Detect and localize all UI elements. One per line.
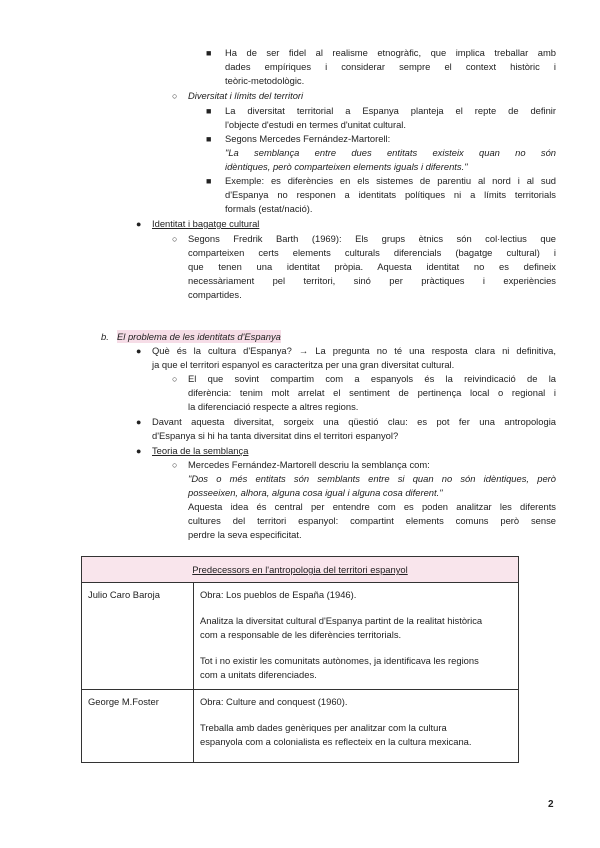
q3-sub-label: Mercedes Fernández-Martorell descriu la semblança com: <box>188 459 430 470</box>
q1-sub-line-2: diferència: tenim molt arrelat el sentiment de pertinença local o regional i <box>188 387 556 398</box>
work-cell <box>194 583 519 690</box>
work-desc-line: com a responsable de les diferències territorials. <box>200 628 402 640</box>
work-title: Obra: Los pueblos de España (1946). <box>200 589 357 600</box>
dot-bullet-icon: ● <box>136 446 142 456</box>
diversitat-item2-label: Segons Mercedes Fernández-Martorell: <box>225 133 391 144</box>
diversitat-item3-line-3: formals (estat/nació). <box>225 203 313 214</box>
q2-line-1: Davant aquesta diversitat, sorgeix una qüestió clau: es pot fer una antropologia <box>152 416 556 427</box>
diversitat-item1-line-2: l'objecte d'estudi en termes d'unitat cultural. <box>225 119 406 130</box>
diversitat-item3-line-2: d'Espanya no responen a identitats polítiques ni a límits territorials <box>225 189 556 200</box>
square-bullet-icon: ■ <box>206 134 212 144</box>
predecessors-table <box>81 556 519 763</box>
q3-expl-3: perdre la seva especificitat. <box>188 529 302 540</box>
table-row <box>82 690 519 763</box>
table-header-cell <box>82 557 519 583</box>
diversitat-item2-quote-1: "La semblança entre dues entitats existeix quan no són <box>225 147 556 158</box>
realism-line-2: dades empíriques i considerar sempre el context històric i <box>225 61 556 72</box>
author-cell <box>82 583 194 690</box>
identitat-line-2: comparteixen certs elements culturals diferencials (bagatge cultural) i <box>188 247 556 258</box>
q3-expl-1: Aquesta idea és central per entendre com es poden analitzar les diferents <box>188 501 556 512</box>
dot-bullet-icon: ● <box>136 346 142 356</box>
dot-bullet-icon: ● <box>136 417 142 427</box>
realism-line-3: teòric-metodològic. <box>225 75 305 86</box>
table-row <box>82 583 519 690</box>
realism-line-1: Ha de ser fidel al realisme etnogràfic, que implica treballar amb <box>225 47 556 58</box>
identitat-line-5: compartides. <box>188 289 242 300</box>
author-cell <box>82 690 194 763</box>
diversitat-item2-quote-2: idèntiques, però comparteixen elements iguals i diferents." <box>225 161 468 172</box>
circle-bullet-icon: ○ <box>172 460 178 470</box>
dot-bullet-icon: ● <box>136 219 142 229</box>
page-number: 2 <box>548 799 554 810</box>
work-title: Obra: Culture and conquest (1960). <box>200 696 348 708</box>
work-desc-line: Treballa amb dades genèriques per analitzar com la cultura <box>200 722 447 734</box>
q3-quote-1: "Dos o més entitats són semblants entre si quan no són idèntiques, però <box>188 473 556 484</box>
identitat-line-1: Segons Fredrik Barth (1969): Els grups ètnics són col·lectius que <box>188 233 556 244</box>
author-name: Julio Caro Baroja <box>88 589 160 600</box>
section-b-title: El problema de les identitats d'Espanya <box>117 331 281 342</box>
q1-sub-line-1: El que sovint compartim com a espanyols és la reivindicació de la <box>188 373 556 384</box>
identitat-line-3: que tenen una identitat pròpia. Aquesta identitat no es defineix <box>188 261 556 272</box>
circle-bullet-icon: ○ <box>172 91 178 101</box>
square-bullet-icon: ■ <box>206 48 212 58</box>
identitat-line-4: necessàriament pel territori, sinó per pràctiques i experiències <box>188 275 556 286</box>
work-desc-line: Analitza la diversitat cultural d'Espanya partint de la realitat històrica <box>200 615 483 627</box>
table-header: Predecessors en l'antropologia del territori espanyol <box>192 564 408 575</box>
square-bullet-icon: ■ <box>206 176 212 186</box>
diversitat-item3-line-1: Exemple: es diferències en els sistemes de parentiu al nord i al sud <box>225 175 556 186</box>
diversitat-title: Diversitat i límits del territori <box>188 90 304 101</box>
author-name: George M.Foster <box>88 696 159 708</box>
q3-quote-2: posseeixen, alhora, alguna cosa igual i alguna cosa diferent." <box>188 487 443 498</box>
q2-line-2: d'Espanya si hi ha tanta diversitat dins el territori espanyol? <box>152 430 399 441</box>
q1-line-2: ja que el territori espanyol es caracteritza per una gran diversitat cultural. <box>152 359 455 370</box>
circle-bullet-icon: ○ <box>172 234 178 244</box>
q1-line-1: Què és la cultura d'Espanya? → La pregunta no té una resposta clara ni definitiva, <box>152 345 556 356</box>
work-desc-line: com a unitats diferenciades. <box>200 668 317 680</box>
section-b-letter: b. <box>101 331 109 342</box>
circle-bullet-icon: ○ <box>172 374 178 384</box>
work-cell <box>194 690 519 763</box>
work-desc-line: Tot i no existir les comunitats autònomes, ja identificava les regions <box>200 655 479 667</box>
square-bullet-icon: ■ <box>206 106 212 116</box>
diversitat-item1-line-1: La diversitat territorial a Espanya planteja el repte de definir <box>225 105 556 116</box>
work-desc-line: espanyola com a colonialista es reflecteix en la cultura mexicana. <box>200 735 472 747</box>
identitat-title: Identitat i bagatge cultural <box>152 218 260 229</box>
q3-expl-2: cultures del territori espanyol: compartint elements comuns però sense <box>188 515 556 526</box>
q3-title: Teoria de la semblança <box>152 445 249 456</box>
q1-sub-line-3: la diferenciació respecte a altres regions. <box>188 401 359 412</box>
